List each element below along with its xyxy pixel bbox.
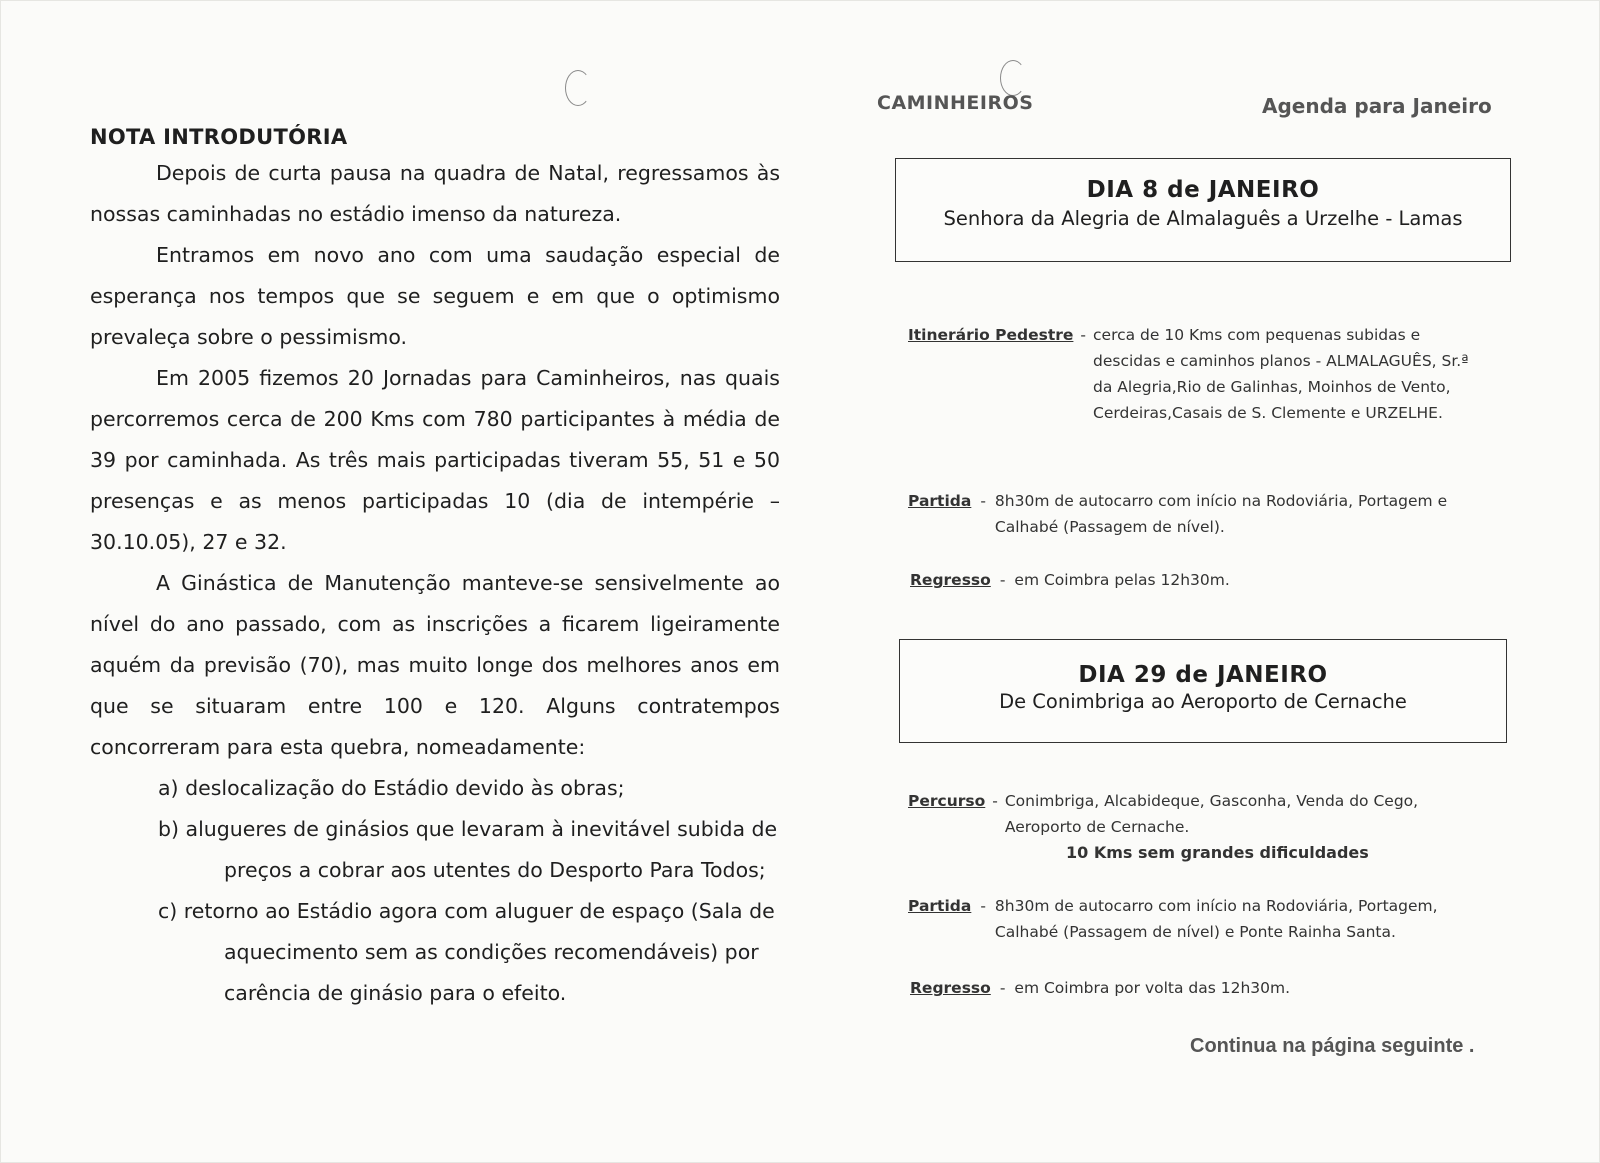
partida-text: 8h30m de autocarro com início na Rodoviária, Portagem e Calhabé (Passagem de nível). — [994, 492, 1448, 536]
intro-title: NOTA INTRODUTÓRIA — [90, 125, 348, 149]
percurso-label: Percurso — [908, 792, 986, 810]
event2-day: DIA 29 de JANEIRO — [1078, 662, 1328, 688]
issues-list — [90, 768, 780, 1014]
event1-partida: Partida - 8h30m de autocarro com início na Rodoviária, Portagem e Calhabé (Passagem de nível). — [908, 488, 1508, 540]
list-item: b) alugueres de ginásios que levaram à inevitável subida de preços a cobrar aos utentes do Desporto Para Todos; — [158, 817, 778, 882]
regresso-label: Regresso — [910, 571, 991, 589]
header-caminheiros: CAMINHEIROS — [877, 92, 1034, 114]
percurso-bold: 10 Kms sem grandes dificuldades — [1066, 843, 1369, 862]
partida-label: Partida — [908, 897, 972, 915]
regresso-label: Regresso — [910, 979, 991, 997]
list-item: c) retorno ao Estádio agora com aluguer de espaço (Sala de aquecimento sem as condições recomendáveis) por carência de ginásio para o efeito. — [158, 899, 775, 1005]
intro-paragraph: Em 2005 fizemos 20 Jornadas para Caminheiros, nas quais percorremos cerca de 200 Kms com 780 participantes à média de 39 por caminhada. As três mais participadas tiveram 55, 51 e 50 presenças e as menos participadas 10 (dia de intempérie – 30.10.05), 27 e 32. — [90, 366, 780, 554]
event2-percurso: Percurso - Conimbriga, Alcabideque, Gasconha, Venda do Cego, Aeroporto de Cernache. 10 Kms sem grandes dificuldades — [908, 788, 1508, 866]
percurso-text: Conimbriga, Alcabideque, Gasconha, Venda do Cego, Aeroporto de Cernache. — [1004, 792, 1419, 836]
intro-paragraph: Entramos em novo ano com uma saudação especial de esperança nos tempos que se seguem e em que o optimismo prevaleça sobre o pessimismo. — [90, 243, 780, 349]
event1-subtitle: Senhora da Alegria de Almalaguês a Urzelhe - Lamas — [943, 207, 1463, 230]
event2-partida: Partida - 8h30m de autocarro com início na Rodoviária, Portagem, Calhabé (Passagem de nível) e Ponte Rainha Santa. — [908, 893, 1508, 945]
partida-text: 8h30m de autocarro com início na Rodoviária, Portagem, Calhabé (Passagem de nível) e Ponte Rainha Santa. — [994, 897, 1438, 941]
header-agenda: Agenda para Janeiro — [1262, 94, 1492, 118]
event1-regresso: Regresso - em Coimbra pelas 12h30m. — [910, 567, 1510, 593]
punch-hole-left — [565, 70, 591, 106]
intro-paragraph: A Ginástica de Manutenção manteve-se sensivelmente ao nível do ano passado, com as inscrições a ficarem ligeiramente aquém da previsão (70), mas muito longe dos melhores anos em que se situaram entre 100 e 120. Alguns contratempos concorreram para esta quebra, nomeadamente: — [90, 571, 780, 759]
regresso-text: em Coimbra por volta das 12h30m. — [1014, 979, 1291, 997]
event1-itinerary: Itinerário Pedestre - cerca de 10 Kms com pequenas subidas e descidas e caminhos planos - ALMALAGUÊS, Sr.ª da Alegria,Rio de Galinhas, Moinhos de Vento, Cerdeiras,Casais de S. Clemente e URZELHE. — [908, 322, 1523, 426]
event1-box — [895, 158, 1511, 262]
intro-note — [90, 125, 780, 1014]
punch-hole-right — [1000, 60, 1026, 96]
event2-subtitle: De Conimbriga ao Aeroporto de Cernache — [999, 690, 1407, 713]
event1-day: DIA 8 de JANEIRO — [1086, 177, 1320, 203]
intro-paragraph: Depois de curta pausa na quadra de Natal, regressamos às nossas caminhadas no estádio imenso da natureza. — [90, 161, 780, 226]
itinerary-text: cerca de 10 Kms com pequenas subidas e descidas e caminhos planos - ALMALAGUÊS, Sr.ª da Alegria,Rio de Galinhas, Moinhos de Vento, Cerdeiras,Casais de S. Clemente e URZELHE. — [1093, 326, 1469, 422]
continue-note: Continua na página seguinte . — [1190, 1035, 1475, 1057]
partida-label: Partida — [908, 492, 972, 510]
regresso-text: em Coimbra pelas 12h30m. — [1014, 571, 1230, 589]
list-item: a) deslocalização do Estádio devido às obras; — [158, 776, 625, 800]
itinerary-label: Itinerário Pedestre — [908, 326, 1074, 344]
event2-regresso: Regresso - em Coimbra por volta das 12h30m. — [910, 975, 1510, 1001]
event2-box — [899, 639, 1507, 743]
